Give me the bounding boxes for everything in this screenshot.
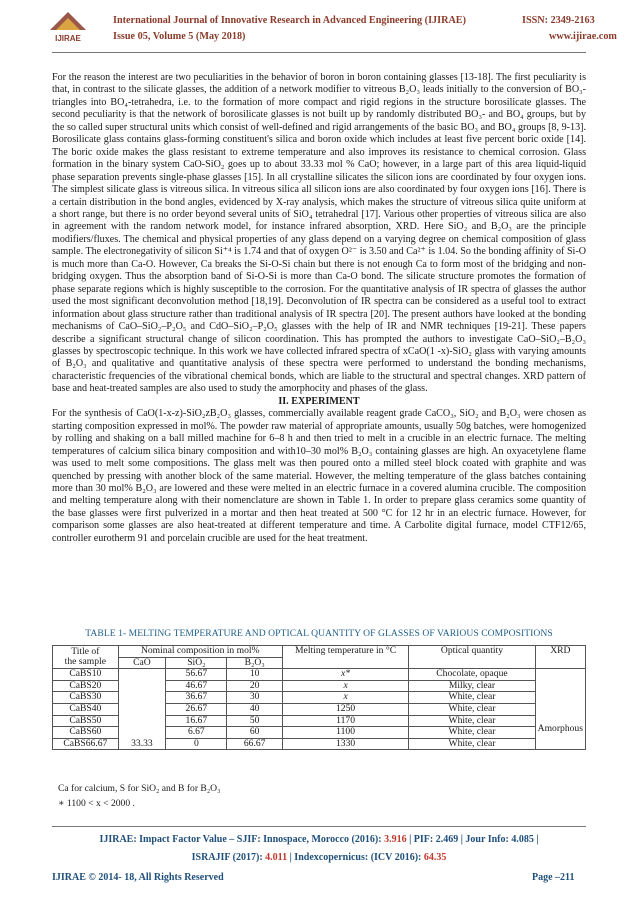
cell-sio2: 6.67 [166, 727, 227, 739]
footer-impact-prefix: IJIRAE: Impact Factor Value – SJIF: Innospace, Morocco (2016): [99, 834, 385, 845]
footer-impact-mid: | PIF: 2.469 | Jour Info: 4.085 | [406, 834, 539, 845]
table-note-abbreviations: Ca for calcium, S for SiO₂ and B for B₂O₃ [58, 783, 221, 794]
header-cao: CaO [118, 657, 166, 669]
footer-impact-line [0, 834, 638, 845]
cell-sio2: 56.67 [166, 669, 227, 681]
cell-xrd-merged: Amorphous [535, 669, 585, 750]
cell-b2o3: 66.67 [227, 738, 282, 750]
cell-melting: 1170 [282, 715, 408, 727]
journal-url[interactable]: www.ijirae.com [549, 31, 617, 42]
journal-header [16, 8, 622, 48]
journal-issue: Issue 05, Volume 5 (May 2018) [113, 31, 246, 42]
journal-logo-text: IJIRAE [55, 34, 81, 43]
cell-b2o3: 20 [227, 680, 282, 692]
header-melting: Melting temperature in °C [282, 646, 408, 669]
footer-israjif-value: 4.011 [265, 852, 288, 863]
journal-title: International Journal of Innovative Research in Advanced Engineering (IJIRAE) [113, 15, 466, 26]
cell-melting: x* [282, 669, 408, 681]
cell-b2o3: 30 [227, 692, 282, 704]
header-sample-title [53, 646, 119, 669]
cell-melting: 1330 [282, 738, 408, 750]
header-sample-title-line2: the sample [64, 656, 106, 668]
cell-optical: White, clear [409, 727, 535, 739]
footer-index-line [0, 852, 638, 863]
footer-icv-label: | Indexcopernicus: (ICV 2016): [287, 852, 424, 863]
cell-melting: x [282, 680, 408, 692]
footer-israjif-prefix: ISRAJIF (2017): [191, 852, 266, 863]
body-paragraph-2: For the synthesis of CaO(1-x-z)-SiO₂zB₂O₃ glasses, commercially available reagent grade CaCO₃, SiO₂ and B₂O₃ were chosen as starting composition expressed in mol%. The powder raw material of appropriate amounts, usually 50g batches, were homogenized by rolling and shaking on a ball milled machine for 6–8 h and then tried to melt in a crucible in an electric furnace. The melting temperatures of calcium silica binary composition and with10–30 mol% B₂O₃ containing glasses are high. An oxyacetylene flame was used to melt some compositions. The glass melt was then poured onto a milled steel block coated with graphite and was quenched by pressing with another block of the same material. However, the melting temperature of the glass batches containing more than 30 mol% B₂O₃ are lowered and these were melted in an electric furnace in a covered alumina crucible. The composition and melting temperature along with their nomenclature are shown in Table 1. In order to prepare glass ceramics some quantity of the base glasses were first pulverized in a mortar and then heat treated at 500 °C for 12 hr in an electric furnace. However, for comparison some glasses are also heat-treated at different temperature and time. A Carbolite digital furnace, model CTF12/65, controller eurotherm 91 and porcelain crucible are used for the heat treatment. [52, 408, 586, 544]
cell-sample: CaBS10 [53, 669, 119, 681]
table-row [53, 669, 586, 681]
cell-b2o3: 60 [227, 727, 282, 739]
cell-sample: CaBS50 [53, 715, 119, 727]
cell-sample: CaBS30 [53, 692, 119, 704]
cell-sio2: 36.67 [166, 692, 227, 704]
cell-cao-merged: 33.33 [118, 669, 166, 750]
header-divider [52, 52, 586, 53]
cell-melting: 1250 [282, 703, 408, 715]
cell-b2o3: 40 [227, 703, 282, 715]
cell-sample: CaBS66.67 [53, 738, 119, 750]
cell-sio2: 0 [166, 738, 227, 750]
header-nominal: Nominal composition in mol% [118, 646, 282, 658]
header-optical: Optical quantity [409, 646, 535, 669]
composition-table [52, 645, 586, 750]
footer-divider [52, 826, 586, 827]
journal-logo [46, 10, 90, 44]
cell-optical: White, clear [409, 692, 535, 704]
cell-melting: 1100 [282, 727, 408, 739]
page-number: Page –211 [532, 872, 575, 883]
header-sample-title-line1: Title of [71, 645, 100, 657]
article-body [52, 72, 586, 545]
cell-sample: CaBS20 [53, 680, 119, 692]
cell-melting: x [282, 692, 408, 704]
cell-optical: White, clear [409, 715, 535, 727]
footer-sjif-value: 3.916 [384, 834, 407, 845]
cell-optical: White, clear [409, 703, 535, 715]
cell-sample: CaBS60 [53, 727, 119, 739]
header-xrd: XRD [535, 646, 585, 669]
cell-b2o3: 50 [227, 715, 282, 727]
cell-sio2: 46.67 [166, 680, 227, 692]
table-caption: TABLE 1- MELTING TEMPERATURE AND OPTICAL QUANTITY OF GLASSES OF VARIOUS COMPOSITIONS [85, 628, 553, 639]
footer-icv-value: 64.35 [423, 852, 447, 863]
cell-optical: Chocolate, opaque [409, 669, 535, 681]
cell-b2o3: 10 [227, 669, 282, 681]
table-note-range: ∗ 1100 < x < 2000 . [58, 798, 135, 809]
journal-issn: ISSN: 2349-2163 [522, 15, 595, 26]
cell-sio2: 26.67 [166, 703, 227, 715]
body-paragraph-1: For the reason the interest are two peculiarities in the behavior of boron in boron containing glasses [13-18]. The first peculiarity is that, in contrast to the silicate glasses, the addition of a network modifier to vitreous B₂O₃ leads initially to the conversion of BO₃-triangles into BO₄-tetrahedra, i.e. to the formation of more compact and rigid regions in the structure borosilicate glasses. The second peculiarity is that the network of borosilicate glasses is not built up by randomly distributed BO₃- and BO₄ groups, but by the so called super structural units which consist of well-defined and rigid arrangements of the basic BO₃ and BO₄ groups [8, 9-13]. Borosilicate glass contains glass-forming constituent's silica and boron oxide which includes at least five percent boric oxide [14]. The boric oxide makes the glass resistant to extreme temperature and also improves its resistance to chemical corrosion. Glass formation in the binary system CaO-SiO₂ goes up to about 33.33 mol % CaO; however, in a large part of this area liquid-liquid phase separation prevents single-phase glasses [15]. In all crystalline silicates the silicon ions are coordinated by four oxygen ions. The simplest silicate glass is vitreous silica. In vitreous silica all silicon ions are also coordinated by four oxygen ions [16]. There is a certain distribution in the bond angles, evidenced by X-ray analysis, which makes the structure of vitreous silica quite uniform at a short range, but there is no order beyond several units of SiO₄ tetrahedral [17]. Various other properties of vitreous silica are also in agreement with the random network model, for instance infrared absorption, XRD. Here SiO₂ and B₂O₃ are the principle modifiers/fluxes. The chemical and physical properties of any glass depend on a varying degree on chemical composition of glass sample. The electronegativity of silicon Si⁺⁴ is 1.74 and that of oxygen O²⁻ is 3.50 and Ca²⁺ is 1.04. So the bonding affinity of Si-O is much more than Ca-O. However, Ca breaks the Si-O-Si chain but there is not enough Ca to form most of the bridging and non-bridging oxygen. Thus the absorption band of Si-O-Si is more than Ca-O bond. The silicate structure promotes the formation of phase separate regions which is highly susceptible to the corrosion. For the quantitative analysis of IR spectra of glasses the author used the most significant deconvolution method [18,19]. Deconvolution of IR spectra can be considered as a useful tool to extract information about glass structure rather than traditional analysis of IR spectra [20]. The present authors have looked at the bonding mechanisms of CaO–SiO₂–P₂O₅ and CdO–SiO₂–P₂O₅ glasses with the help of IR and NMR techniques [19-21]. These papers describe a significant structural change of silicon coordination. This has prompted the authors to investigate CaO–SiO₂–B₂O₃ glasses by spectroscopic technique. In this work we have collected infrared spectra of xCaO(1 -x)-SiO₂ glass with varying amounts of B₂O₃ and qualitative and quantitative analysis of these spectra were performed to understand the bonding mechanisms, characteristic frequencies of the vibrational chemical bonds, which are liable to the structural and spectral changes. XRD pattern of base and heat-treated samples are also used to study the amorphocity and phases of the glass. [52, 72, 587, 395]
section-heading: II. EXPERIMENT [278, 395, 360, 407]
cell-optical: White, clear [409, 738, 535, 750]
header-sio2: SiO₂ [166, 657, 227, 669]
cell-optical: Milky, clear [409, 680, 535, 692]
cell-sio2: 16.67 [166, 715, 227, 727]
cell-sample: CaBS40 [53, 703, 119, 715]
footer-copyright: IJIRAE © 2014- 18, All Rights Reserved [52, 872, 224, 883]
header-b2o3: B₂O₃ [227, 657, 282, 669]
